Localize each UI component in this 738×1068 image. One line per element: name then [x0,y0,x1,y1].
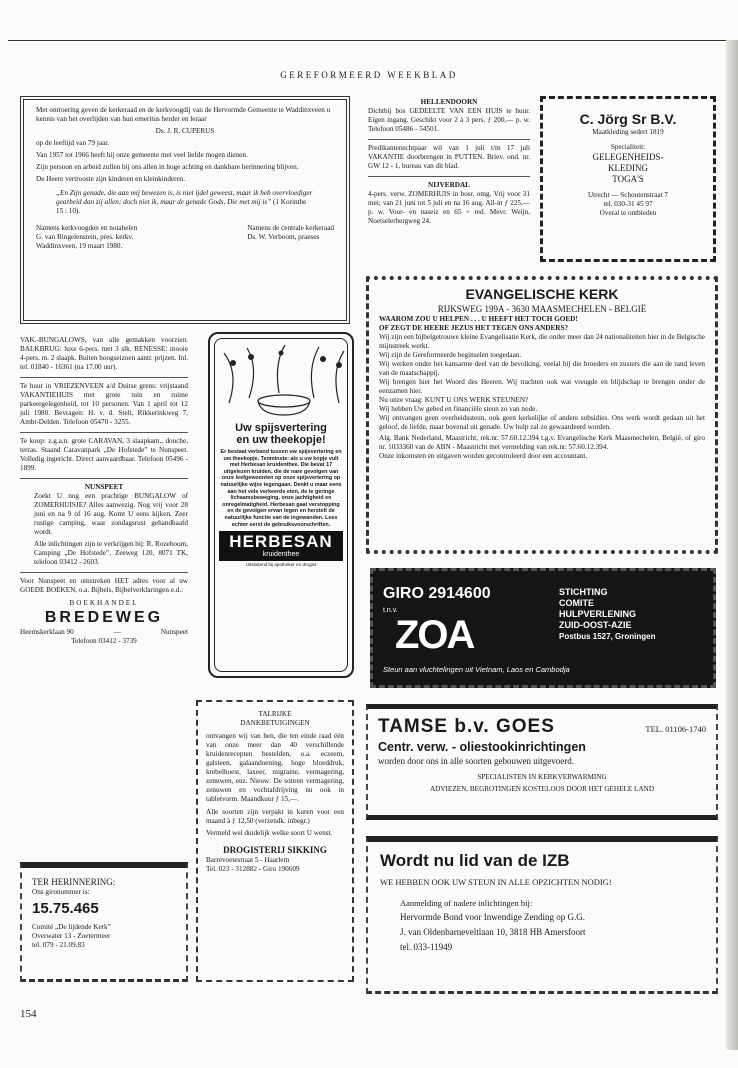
page-fold-shadow [726,40,738,1050]
divider [20,432,188,433]
zoa-text-block [559,587,655,642]
tamse-sub: worden door ons in alle soorten gebouwen uitgevoerd. [378,756,574,766]
jorg-note: Overal te ontbieden [599,209,657,217]
evangelische-q2: OF ZEGT DE HEERE JEZUS HET TEGEN ONS ANDERS? [379,324,569,332]
nunspeet-text2: Alle inlichtingen zijn te verkrijgen bij: R. Rozeboom, Camping „De Hofstede”, Zeeweg 120, 8071 TK, telefoon 03412 - 2603. [34,540,188,566]
zoa-giro: GIRO 2914600 [383,585,491,602]
divider [20,377,188,378]
vriezenveen-text: Te huur in VRIEZENVEEN a/d Duitse grens: vrijstaand VAKANTIEHUIS met grote tuin en ruime parkeergelegenheid, tot 10 personen. Van 1 april tot 12 juli 1980. Bevragen: H. v. d. Stelt, Rikkerinkweg 7, Ambt-Delden. Telefoon 05470 - 3255. [20,382,188,426]
evangelische-p2: Wij zijn de Gereformeerde beginselen toegedaan. [379,351,522,359]
zoa-giro-ad [370,568,716,688]
tamse-tagline: Centr. verw. - oliestookinrichtingen [378,740,586,754]
jorg-special-2: KLEDING [608,163,648,173]
herbesan-brand-block [219,531,343,561]
evangelische-title: EVANGELISCHE KERK [465,286,619,302]
divider [368,139,530,140]
divider [20,478,188,479]
izb-ad [366,836,718,994]
evangelische-p9: Onze inkomsten en uitgaven worden gecontroleerd door een accountant. [379,452,588,460]
jorg-phone: tel. 030-31 45 97 [603,200,653,208]
jorg-address: Utrecht — Schoutenstraat 7 [587,191,669,199]
predikant-text: Predikantenechtpaar wil van 1 juli t/m 17 juli VAKANTIE doorbrengen in PUTTEN. Briev. ond. nr. GW 12 - 1, bureau van dit blad. [368,144,530,170]
obituary-comfort: De Heere vertrooste zijn kinderen en kleinkinderen. [36,175,186,183]
nijverdal-text: 4-pers. verw. ZOMERHUIS in bosr. omg. Vrij voor 31 mei; van 21 juni tot 5 juli en na 16 aug. All-in ƒ 225,— p. w. Voor- en naseiz en 65 + red. Mevr. Weijn, Noetselerbergweg 24. [368,190,530,225]
evangelische-p6: Wij hebben Uw gebed en financiële steun zo van node. [379,405,538,413]
izb-line5: tel. 033-11949 [400,942,453,952]
bredeweg-name: BREDEWEG [44,609,164,626]
talrijke-title-2: DANKBETUIGINGEN [240,719,310,727]
quote-text: „En Zijn genade, die aan mij bewezen is, is niet ijdel geweest, maar ik heb overvloediger gearbeid dan zij allen; doch niet ik, maar de genade Gods, Die met mij is” [56,189,313,206]
hellendoorn-title: HELLENDOORN [420,98,478,106]
obituary-period: Van 1957 tot 1966 heeft hij onze gemeente met veel liefde mogen dienen. [36,151,248,159]
obituary-intro: Met ontroering geven de kerkeraad en de kerkvoogdij van de Hervormde Gemeente te Waddinxveen u kennis van het overlijden van hun emeritus herder en leraar [36,106,331,123]
quote-ref: (1 Korinthe 15 : 10). [56,198,307,215]
sign-right-2: Ds. W. Verboom, praeses [247,233,320,241]
bredeweg-intro: Voor Nunspeet en omstreken HET adres voor al uw GOEDE BOEKEN, o.a. Bijbels, Bijbelverklaringen e.d.: [20,577,188,594]
herbesan-footer: Uitsluitend bij apotheker en drogist [245,562,317,568]
zoa-l5: Postbus 1527, Groningen [559,632,656,641]
divider [368,176,530,177]
talrijke-text2: Alle soorten zijn verpakt in kuren voor een maand à ƒ 12,50 (verzendk. inbegr.) [206,808,344,825]
nunspeet-title: NUNSPEET [84,483,124,491]
talrijke-text: ontvangen wij van hen, die ten einde raad één van onze meer dan 40 verschillende kruidenrecepten bestelden, o.a. eczeem, galsteen, galaandoening, hoge bloeddruk, krebelhoest, laxeer, migraine, vermagering, zenuwen, enz. Nieuw: De sonren vermagering, zenuwen en vochtafdrijving nu ook in tabletvorm. Maandkuur ƒ 15,—. [206,732,344,803]
obituary-memory: Zijn persoon en arbeid zullen bij ons allen in hoge achting en dankbare herinnering blijven. [36,163,299,171]
talrijke-text3: Vermeld wel duidelijk welke soort U wenst. [206,829,333,837]
herinnering-sub: Ons gironummer is: [32,888,90,896]
herinnering-number: 15.75.465 [32,900,99,917]
jorg-special-3: TOGA'S [612,174,644,184]
tamse-ad [366,704,718,820]
page-header: GEREFORMEERD WEEKBLAD [280,70,458,80]
sikking-shop: DROGISTERIJ SIKKING [223,845,327,855]
evangelische-address: RIJKSWEG 199A - 3630 MAASMECHELEN - BELGIË [437,304,647,314]
sign-left-2: G. van Ringelenstein, pres. kerkv. [36,233,134,241]
divider [20,572,188,573]
hellendoorn-text: Dichtbij bos GEDEELTE VAN EEN HUIS te huur. Eigen ingang. Geschikt voor 2 à 3 pers. ƒ 200,— p. w. Telefoon 05486 - 54501. [368,107,530,133]
bredeweg-city: Nunspeet [160,628,188,636]
top-rule [8,40,730,41]
bredeweg-address: Heemskerklaan 90 — Nunspeet [20,628,188,636]
evangelische-p7: Wij ontvangen geen overheidssteun, ook geen kerkelijke of andere subsidies. Ons werk wordt gedaan uit het geloof, de liefde, maar bovenal uit genade. Uw hulp zal zo gewaardeerd worden. [379,414,705,431]
bredeweg-street: Heemskerklaan 90 [20,628,74,636]
evangelische-p8: Alg. Bank Nederland, Maastricht, rek.nr. 57.60.12.394 t.g.v. Evangelische Kerk Maasmechelen, België, of giro nr. 1033360 van de ABN - Maastricht met vermelding van rek.nr. 57.60.12.394. [379,434,705,451]
herinnering-org-3: tel. 079 - 21.09.83 [32,941,85,949]
herbesan-headline-1: Uw spijsvertering [235,422,327,434]
herinnering-title: TER HERINNERING: [32,877,116,887]
bredeweg-label: BOEKHANDEL [69,599,139,607]
izb-line2: Aanmelding of nadere inlichtingen bij: [400,898,533,908]
jorg-tagline: Maatkleding sedert 1819 [592,128,664,136]
herinnering-org-2: Overwater 13 - Zoetermeer [32,932,111,940]
zoa-bottom: Steun aan vluchtelingen uit Vietnam, Laos en Cambodja [383,665,570,674]
evangelische-p3: Wij werken onder het kansarme deel van de bevolking, veelal bij die broeders en zusters die aan de rand leven van de maatschappij. [379,360,705,377]
obituary-quote [36,189,334,216]
izb-line1: WE HEBBEN OOK UW STEUN IN ALLE OPZICHTEN NODIG! [380,877,612,887]
sikking-address: Barrevoetestraat 5 - Haarlem [206,856,290,864]
izb-line3: Hervormde Bond voor Inwendige Zending op G.G. [400,912,585,922]
zoa-l3: HULPVERLENING [559,609,637,619]
tamse-name: TAMSE b.v. GOES [378,716,555,737]
bredeweg-phone: Telefoon 03412 - 3739 [71,637,137,645]
sikking-ad [196,700,354,982]
caravan-text: Te koop: z.g.a.n. grote CARAVAN, 3 slaapkam., douche, terras. Staand Caravanpark „De Hofstede” te Nunspeet. Volledig ingericht. Direct aanvaardbaar. Telefoon 05496 - 1899. [20,437,188,472]
herbesan-headline-2: en uw theekopje! [236,434,326,446]
jorg-name: C. Jörg Sr B.V. [579,111,677,127]
evangelische-p5: Nu onze vraag: KUNT U ONS WERK STEUNEN? [379,396,529,404]
sign-right-1: Namens de centrale kerkeraad [247,224,334,232]
jorg-special-1: GELEGENHEIDS- [592,152,664,162]
tamse-tel: TEL. 01106-1740 [645,724,706,734]
zoa-tnv: t.n.v. [383,607,398,614]
obituary-notice [20,96,350,324]
nunspeet-text: Zoekt U nog een prachtige BUNGALOW of ZOMERHUISJE? Alles aanwezig. Nog vrij voor 28 juni en na 9 of 16 aug. Komt U eens kijken. Zeer rustige camping, waar zondagsrust gehandhaafd wordt. [34,492,188,536]
classifieds-column-left [20,336,188,646]
sign-left-3: Waddinxveen, 19 maart 1980. [36,242,123,250]
zoa-logo: ZOA [395,613,474,657]
herbesan-brand: HERBESAN [229,532,333,552]
jorg-special-label: Specialiteit: [610,143,646,151]
jorg-ad [540,96,716,262]
evangelische-p1: Wij zijn een bijbelgetrouwe kleine Evangelisatie Kerk, die onder meer dan 24 nationaliteiten hier in de Belgische mijnstreek werkt. [379,333,705,350]
herbesan-brand-sub: kruidenthee [262,551,300,559]
evangelische-q1: WAAROM ZOU U HELPEN . . . U HEEFT HET TOCH GOED! [379,315,578,323]
nijverdal-title: NIJVERDAL [428,181,470,189]
herbesan-body: Er bestaat verband tussen uw spijsvertering en uw theekopje. Tenminste: als u uw kopje vult met Herbesan kruidenthee. Die bevat 17 uitgelezen kruiden, die de nare gevolgen van onze leefgewoonten op onze spijsvertering op natuurlijke wijze tegengaan. Denkt u maar eens aan het vele verkeerde eten, de te geringe lichaamsbeweging, onze jachtigheid en onregelmatigheid. Herbesan gaat verstopping en de gevolgen ervan tegen en herstelt de natuurlijke functie van de ingewanden. Lees echter eerst de gebruiksvoorschriften. [220,449,342,528]
sikking-phone: Tel. 023 - 312882 - Giro 190609 [206,865,300,873]
zoa-l2: COMITE [559,598,594,608]
vakbungalows-text: VAK.-BUNGALOWS, van alle gemakken voorzien. BALKBRUG: luxe 6-pers. met 3 slk. RENESSE: mooie 4-pers. m. 2 slaapk. Buiten hoogseizoen aantr. prijzen. Inl. tel. 01840 - 16361 (na 17.00 uur). [20,336,188,371]
obituary-name: Ds. J. R. CUPERUS [155,127,215,135]
herinnering-ad [20,862,188,982]
izb-line4: J. van Oldenbarneveltlaan 10, 3818 HB Amersfoort [400,927,586,937]
herbesan-ad [208,332,354,678]
tamse-advice: ADVIEZEN, BEGROTINGEN KOSTELOOS DOOR HET GEHELE LAND [429,785,655,793]
tamse-spec: SPECIALISTEN IN KERKVERWARMING [477,773,607,781]
izb-title: Wordt nu lid van de IZB [380,851,570,870]
obituary-age: op de leeftijd van 79 jaar. [36,139,110,147]
zoa-l1: STICHTING [559,587,608,597]
zoa-l4: ZUID-OOST-AZIE [559,620,632,630]
sign-left-1: Namens kerkvoogden en notabelen [36,224,138,232]
teacup-illustration [219,343,348,417]
evangelische-kerk-ad [366,276,718,554]
herinnering-org-1: Comité „De lijdende Kerk” [32,923,111,931]
evangelische-p4: Wij brengen hier het Woord des Heeren. Wij trachten ook wat vreugde en blijdschap te brengen onder de eenzamen hier. [379,378,705,395]
classifieds-column-middle-top [368,98,530,226]
talrijke-title-1: TALRIJKE [258,710,292,718]
page-number: 154 [20,1008,37,1020]
